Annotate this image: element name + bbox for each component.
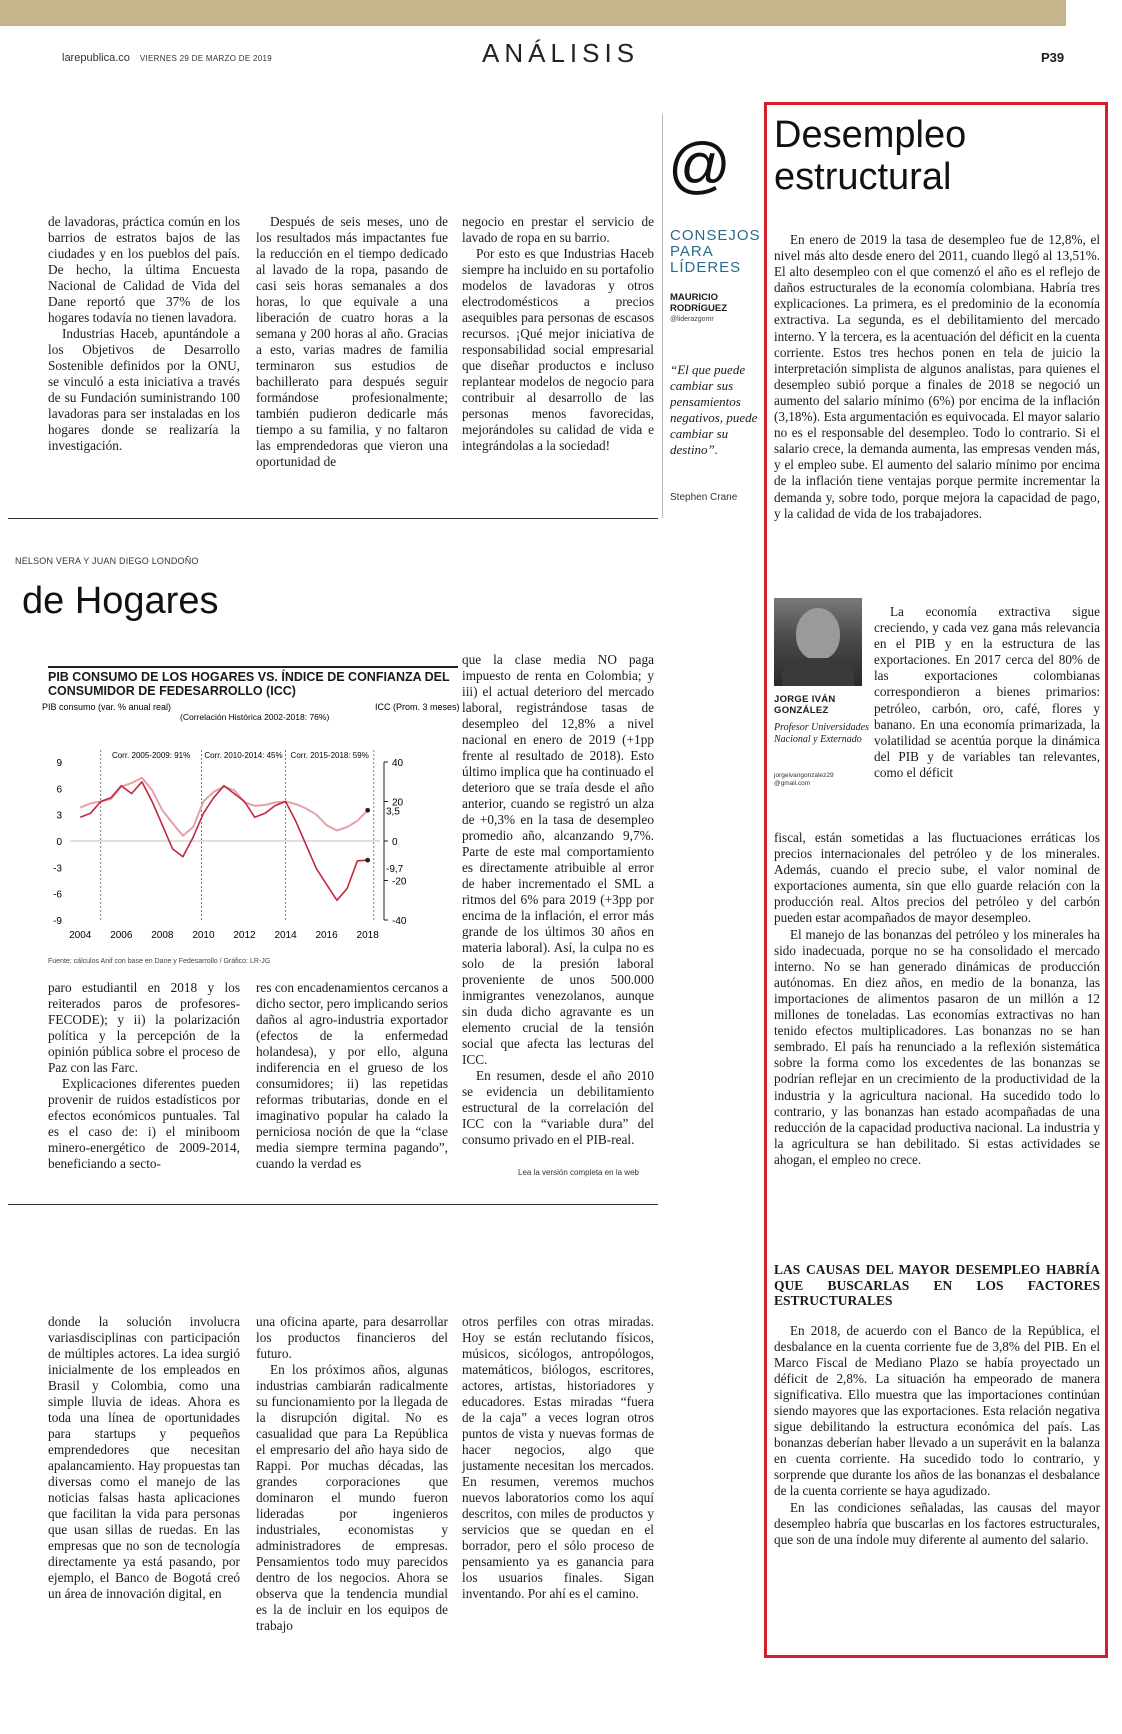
paragraph: negocio en prestar el servicio de lavado de ropa en su barrio. [462, 214, 654, 245]
line-chart [40, 700, 460, 950]
section-title: ANÁLISIS [482, 38, 640, 68]
paragraph: de lavadoras, práctica común en los barrios de estratos bajos de las ciudades y en los pueblos del país. De hecho, la última Encuesta Nacional de Calidad de Vida del Dane reportó que 37% de los hogares todavía no tienen lavadora. [48, 214, 240, 325]
series-end-point-2 [365, 858, 370, 863]
x-tick-label: 2012 [233, 930, 256, 941]
x-tick-label: 2008 [151, 930, 174, 941]
x-tick-label: 2014 [274, 930, 297, 941]
article-body-bottom [774, 1262, 1100, 1548]
right-tick-label: 0 [392, 837, 398, 848]
paragraph: En resumen, desde el año 2010 se evidencia un debilitamiento estructural de la correlación del ICC con la “variable dura” del consumo privado en el PIB-real. [462, 1068, 654, 1147]
author-role: Profesor Universidades Nacional y Externado [774, 722, 869, 745]
middle-right-column [462, 652, 654, 1148]
author-photo [774, 598, 862, 686]
x-tick-label: 2006 [110, 930, 133, 941]
left-axis-label: PIB consumo (var. % anual real) [42, 702, 172, 712]
paragraph: Después de seis meses, uno de los resultados más impactantes fue la reducción en el tiempo dedicado al lavado de la ropa, pasando de casi seis horas semanales a dos horas, lo que equivale a una liberación de cuatro horas a la semana y 200 horas al año. Gracias a esto, varias madres de familia terminaron sus estudios de bachillerato para después seguir formándose profesionalmente; también pudieron dedicarle más tiempo a su familia, y no faltaron las emprendedoras que vieron una oportunidad de [256, 214, 448, 469]
site-name [62, 52, 272, 64]
byline: NELSON VERA Y JUAN DIEGO LONDOÑO [15, 556, 199, 566]
end-label-consumo: 3,5 [386, 806, 400, 818]
right-axis-label: ICC (Prom. 3 meses) [375, 702, 460, 712]
author-photo-face [796, 608, 840, 660]
chart-title: PIB CONSUMO DE LOS HOGARES VS. ÍNDICE DE CONFIANZA DEL CONSUMIDOR DE FEDESARROLLO (ICC) [48, 666, 458, 698]
author-name: JORGE IVÁN GONZÁLEZ [774, 694, 836, 716]
x-tick-label: 2016 [315, 930, 338, 941]
bottom-column-1 [48, 1314, 240, 1602]
left-tick-label: -3 [53, 863, 62, 875]
paragraph: una oficina aparte, para desarrollar los productos financieros del futuro. [256, 1314, 448, 1361]
middle-bottom-column-1 [48, 980, 240, 1172]
left-tick-label: 3 [56, 810, 62, 822]
top-column-2 [256, 214, 448, 470]
paragraph: donde la solución involucra variasdisciplinas con participación de múltiples actores. La idea surgió inicialmente de los empleados en Brasil y Colombia, como una simple lluvia de ideas. Ahora es toda una línea de oportunidades para startups y pequeños emprendedores que necesitan apalancamiento. Hay propuestas tan diversas como el manejo de las noticias falsas hasta aplicaciones que facilitan la vida para personas que usan sillas de ruedas. En las empresas que no son de tecnología directamente ya está pasando, por ejemplo, el Banco de Bogotá creó un área de innovación digital, en [48, 1314, 240, 1601]
paragraph: La economía extractiva sigue creciendo, y cada vez gana más relevancia en el PIB y en la estructura de las exportaciones. En 2017 cerca del 80% de las exportaciones colombianas correspondieron a bienes primarios: petróleo, carbón, oro, café, flores y banano. En una economía primarizada, la volatilidad se acentúa porque la dinámica del PIB y de variables tan relevantes, como el déficit [874, 604, 1100, 780]
paragraph: En 2018, de acuerdo con el Banco de la República, el desbalance en la cuenta corriente fue de 3,8% del PIB. En el Marco Fiscal de Mediano Plazo se había proyectado un déficit de 2,8%. La situación ha empeorado de manera significativa. Ello muestra que las importaciones continúan siendo mayores que las exportaciones. Esta relación negativa sigue debilitando la estructura económica del país. Las bonanzas deberían haber llevado a un superávit en la balanza en cuenta corriente. Ha sucedido todo lo contrario, y sorprende que durante los años de las bonanzas el desbalance de la cuenta corriente se haya agudizado. [774, 1322, 1100, 1499]
title-line-1: Desempleo [774, 114, 967, 156]
paragraph: En enero de 2019 la tasa de desempleo fue de 12,8%, el nivel más alto desde enero del 2011, cuando llegó al 13,51%. El alto desempleo con el que comenzó el año es el reflejo de daños estructurales de la economía colombiana. Habría tres explicaciones. La primera, es el predominio de la economía extractiva. La segunda, es el debilitamiento del mercado interno. Y la tercera, es la acentuación del déficit en la cuenta corriente. Estos tres hechos ponen en tela de juicio la interpretación simplista de algunos analistas, para quienes el desempleo subió porque a finales de 2018 se negoció un aumento del salario mínimo (6%) por encima de la inflación (3,18%). Esta argumentación es equivocada. El mayor salario no es el responsable del desempleo. Todo lo contrario. Si el salario crece, la demanda aumenta, las empresas venden más, y el empleo sube. El aumento del salario mínimo por encima de la inflación tiene ventajas porque permite incrementar la demanda y, sobre todo, porque mejora la capacidad de pago, y la calidad de vida de los trabajadores. [774, 232, 1100, 521]
left-tick-label: -9 [53, 916, 62, 927]
left-tick-label: -6 [53, 889, 62, 901]
paragraph: Industrias Haceb, apuntándole a los Objetivos de Desarrollo Sostenible definidos por la ONU, se vinculó a esta iniciativa a través de su Fundación suministrando 100 lavadoras para ser instaladas en los hogares donde se realizaría la investigación. [48, 326, 240, 453]
right-tick-label: -40 [392, 916, 407, 927]
right-tick-label: 20 [392, 797, 404, 809]
paragraph: El manejo de las bonanzas del petróleo y los minerales ha sido inadecuada, porque no se ha consolidado el mercado interno. No se han generado dinámicas de producción autónomas. En diez años, en medio de la bonanza, las importaciones de alimentos pasaron de un millón a 12 millones de toneladas. Las economías extractivas no han tenido efectos multiplicadores. Las bonanzas no se han sembrado. El país ha renunciado a la reflexión sistemática sobre la forma como los excedentes de las bonanzas se podrían reflejar en un crecimiento de la productividad de la industria y la agricultura nacional. Ha sucedido todo lo contrario, y las bonanzas han estado acompañadas de una reducción de la capacidad productiva nacional. La industria y la agricultura se han debilitado. Si estas actividades se ahogan, el empleo no crece. [774, 926, 1100, 1167]
sidebar-author: MAURICIO RODRÍGUEZ [670, 292, 727, 314]
left-tick-label: 9 [56, 758, 62, 769]
right-tick-label: -20 [392, 876, 407, 888]
at-icon: @ [668, 131, 731, 200]
bottom-column-2 [256, 1314, 448, 1634]
article-body-mid [774, 830, 1100, 1168]
paragraph: En los próximos años, algunas industrias cambiarán radicalmente su funcionamiento por la llegada de la disrupción digital. No es casualidad que para La República el empresario del año haya sido de Rappi. Por muchas décadas, las grandes corporaciones que dominaron el mundo fueron lideradas por ingenieros industriales, economistas y administradores de empresas. Pensamientos todo muy parecidos dentro de los negocios. Ahora se observa que la tendencia mundial es la de incluir en los equipos de trabajo [256, 1362, 448, 1633]
author-photo-body [782, 658, 854, 686]
paragraph: fiscal, están sometidas a las fluctuaciones erráticas los precios internacionales del petróleo y de los minerales. Además, cuando el precio sube, el valor nominal de exportaciones aumenta, sin que ello guarde relación con la producción real. Altos precios del petróleo y del carbón pueden estar acompañados de mayor desempleo. [774, 830, 1100, 926]
article-body-wrap [874, 604, 1100, 781]
paragraph: que la clase media NO paga impuesto de renta en Colombia; y iii) el actual deterioro del mercado laboral, registrándose tasas de desempleo del 12,8% a nivel nacional en enero de 2019 (+1pp frente al resultado de 2018). Esto último implica que ha continuado el deterioro que se traía desde el año anterior, cuando se registró un alza de +0,3% en la tasa de desempleo promedio año, alcanzando 9,7%. Parte de este mal comportamiento es directamente atribuible al error de haber incrementado el SML a ritmos del 6% para 2019 (+3pp por encima de la inflación, el error más grande de los últimos 30 años en materia laboral). Así, la culpa no es solo de la presión laboral proveniente de unos 500.000 inmigrantes venezolanos, aunque sin duda dicho agravante es un elemento crucial de la tensión social que afecta las lecturas del ICC. [462, 652, 654, 1067]
sidebar-handle: @liderazgomr [670, 316, 714, 323]
page-number: P39 [1041, 50, 1065, 65]
article-title-hogares: de Hogares [22, 580, 219, 622]
end-label-icc: -9,7 [386, 864, 404, 876]
sidebar-quote: “El que puede cambiar sus pensamientos negativos, puede cambiar su destino”. [670, 362, 758, 457]
period-label: Corr. 2015-2018: 59% [290, 751, 369, 760]
title-line-2: estructural [774, 156, 952, 198]
paragraph: paro estudiantil en 2018 y los reiterados paros de profesores-FECODE); y ii) la polarización política y la percepción de la opinión pública sobre el proceso de Paz con las Farc. [48, 980, 240, 1075]
correlation-note: (Correlación Histórica 2002-2018: 76%) [180, 712, 330, 722]
article-body-top [774, 232, 1100, 522]
paragraph: Explicaciones diferentes pueden provenir de ruidos estadísticos por efectos económicos puntuales. Tal es el caso de: i) el miniboom minero-energético de 2009-2014, beneficiando a secto- [48, 1076, 240, 1171]
middle-bottom-column-2 [256, 980, 448, 1172]
x-tick-label: 2004 [69, 930, 92, 941]
read-more-link[interactable]: Lea la versión completa en la web [518, 1168, 639, 1177]
left-tick-label: 6 [56, 784, 62, 796]
x-tick-label: 2018 [356, 930, 379, 941]
article-subhead: LAS CAUSAS DEL MAYOR DESEMPLEO HABRÍA QUE BUSCARLAS EN LOS FACTORES ESTRUCTURALES [774, 1262, 1100, 1308]
section-divider [8, 1204, 658, 1205]
top-color-bar [0, 0, 1066, 26]
period-label: Corr. 2010-2014: 45% [204, 751, 283, 760]
series-end-point-1 [365, 808, 370, 813]
paragraph: En las condiciones señaladas, las causas del mayor desempleo habría que buscarlas en los factores estructurales, que son de una índole muy diferente al aumento del salario. [774, 1499, 1100, 1547]
bottom-column-3 [462, 1314, 654, 1602]
site-label: larepublica.co [62, 52, 130, 64]
top-column-3 [462, 214, 654, 454]
paragraph: res con encadenamientos cercanos a dicho sector, pero implicando serios daños al agro-industria exportador (efectos de la enfermedad holandesa), y por ello, alguna indiferencia en el grueso de los consumidores; ii) las repetidas reformas tributarias, donde en el imaginativo popular ha calado la perniciosa noción de que la “clase media siempre termina pagando”, cuando la verdad es [256, 980, 448, 1171]
sidebar-quote-author: Stephen Crane [670, 492, 738, 503]
paragraph: otros perfiles con otras miradas. Hoy se están reclutando físicos, músicos, sicólogos, antropólogos, matemáticos, biólogos, escritores, actores, artistas, historiadores y educadores. Estas miradas “fuera de la caja” a veces logran otros puntos de vista y nuevas formas de hacer negocios, algo que justamente necesitan los mercados. En resumen, veremos muchos nuevos laboratorios como los aquí descritos, con miles de productos y servicios que se quedan en el borrador, pero el sólo proceso de pensamiento ya es ganancia para los usuarios finales. Sigan inventando. Por ahí es el camino. [462, 1314, 654, 1601]
top-column-1 [48, 214, 240, 454]
article-title [774, 114, 966, 198]
chart-footnote: Fuente: cálculos Anif con base en Dane y Fedesarrollo / Gráfico: LR-JG [48, 958, 271, 965]
period-label: Corr. 2005-2009: 91% [111, 751, 191, 760]
issue-date: VIERNES 29 DE MARZO DE 2019 [139, 54, 273, 63]
sidebar-heading: CONSEJOS PARA LÍDERES [670, 227, 761, 276]
section-divider [8, 518, 658, 519]
paragraph: Por esto es que Industrias Haceb siempre ha incluido en su portafolio modelos de lavadoras y otros electrodomésticos a precios asequibles para personas de escasos recursos. ¡Qué mejor iniciativa de responsabilidad social empresarial que diseñar productos e incluso replantear modelos de negocio para contribuir al desarrollo de las personas menos favorecidas, mejorándoles su calidad de vida e integrándolas a la sociedad! [462, 246, 654, 453]
author-email[interactable]: jorgeivangonzalez29 @gmail.com [774, 772, 834, 787]
right-tick-label: 40 [392, 758, 404, 769]
left-tick-label: 0 [56, 837, 62, 848]
x-tick-label: 2010 [192, 930, 215, 941]
